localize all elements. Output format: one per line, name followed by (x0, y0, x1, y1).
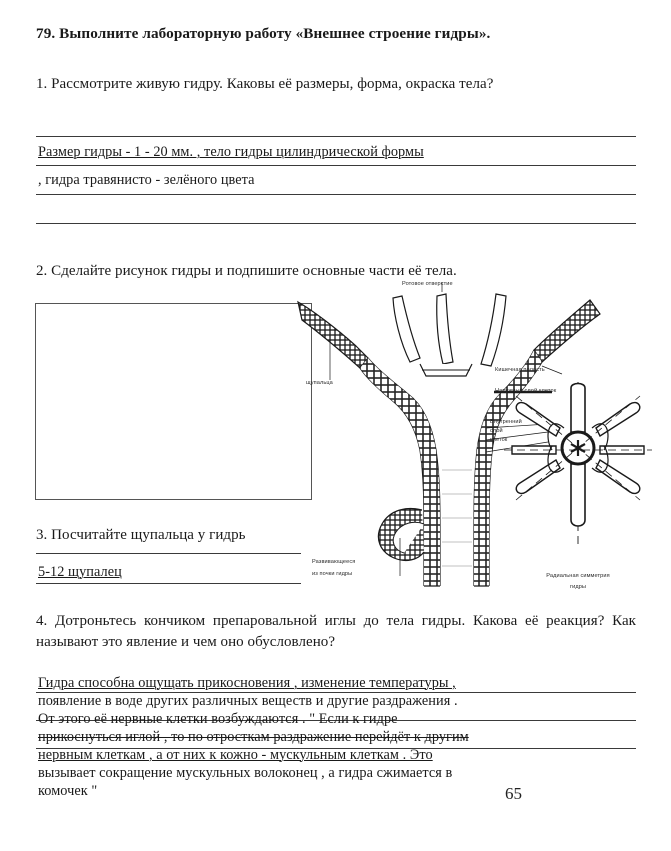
drawing-answer-box (35, 303, 312, 500)
figure-label-bud-line-2: из почки гидры (312, 571, 353, 577)
figure-label-inner-cell-layer-line-3: клеток (490, 437, 508, 443)
answer-q4-line-4: прикоснуться иглой , то по отросткам раздражение перейдёт к другим (38, 729, 469, 745)
answer-q4-line-2: появление в воде других различных веществ и другие раздражения . (38, 693, 458, 709)
page-title: 79. Выполните лабораторную работу «Внешнее строение гидры». (36, 25, 491, 42)
answer-q4-line-3: От этого её нервные клетки возбуждаются . " Если к гидре (38, 711, 398, 727)
question-1-text: 1. Рассмотрите живую гидру. Каковы её размеры, форма, окраска тела? (36, 76, 494, 92)
answer-rule-6 (36, 583, 301, 584)
figure-label-inner-cell-layer-line-1: Внутренний (490, 419, 522, 425)
answer-rule-4 (36, 223, 636, 224)
figure-label-inner-cell-layer-line-2: слой (490, 428, 503, 434)
question-4-text: 4. Дотроньтесь кончиком препаровальной иглы до тела гидры. Какова её реакция? Как называют это явление и чем оно обусловлено? (36, 613, 636, 651)
answer-q1-line-2: , гидра травянисто - зелёного цвета (38, 172, 255, 188)
answer-q4-line-5: нервным клеткам , а от них к кожно - мускульным клеткам . Это (38, 747, 433, 763)
answer-q4-line-1: Гидра способна ощущать прикосновения , изменение температуры , (38, 675, 456, 691)
answer-q4-line-6: вызывает сокращение мускульных волоконец , а гидра сжимается в (38, 765, 453, 781)
hydra-figure (290, 280, 671, 600)
answer-q3-line-1: 5-12 щупалец (38, 564, 122, 580)
figure-label-mouth-opening: Ротовое отверстие (402, 281, 453, 287)
figure-label-bud-line-1: Развивающееся (312, 559, 356, 565)
question-2-text: 2. Сделайте рисунок гидры и подпишите основные части её тела. (36, 263, 457, 279)
figure-label-outer-cell-layer: Наружный слой клеток (495, 388, 557, 394)
hydra-diagram-svg (290, 280, 671, 600)
figure-label-tentacles: щупальца (306, 380, 333, 386)
answer-q4-line-7: комочек " (38, 783, 98, 799)
figure-label-radial-symmetry-line-1: Радиальная симметрия (546, 573, 610, 579)
question-3-text: 3. Посчитайте щупальца у гидрь (36, 527, 246, 543)
answer-rule-5 (36, 553, 301, 554)
answer-q1-line-1: Размер гидры - 1 - 20 мм. , тело гидры цилиндрической формы (38, 144, 424, 160)
figure-label-gut-cavity: Кишечная полость (495, 367, 545, 373)
answer-rule-1 (36, 136, 636, 137)
page-number: 65 (505, 784, 522, 803)
figure-label-radial-symmetry-line-2: гидры (569, 584, 587, 590)
answer-rule-3 (36, 194, 636, 195)
answer-rule-2 (36, 165, 636, 166)
